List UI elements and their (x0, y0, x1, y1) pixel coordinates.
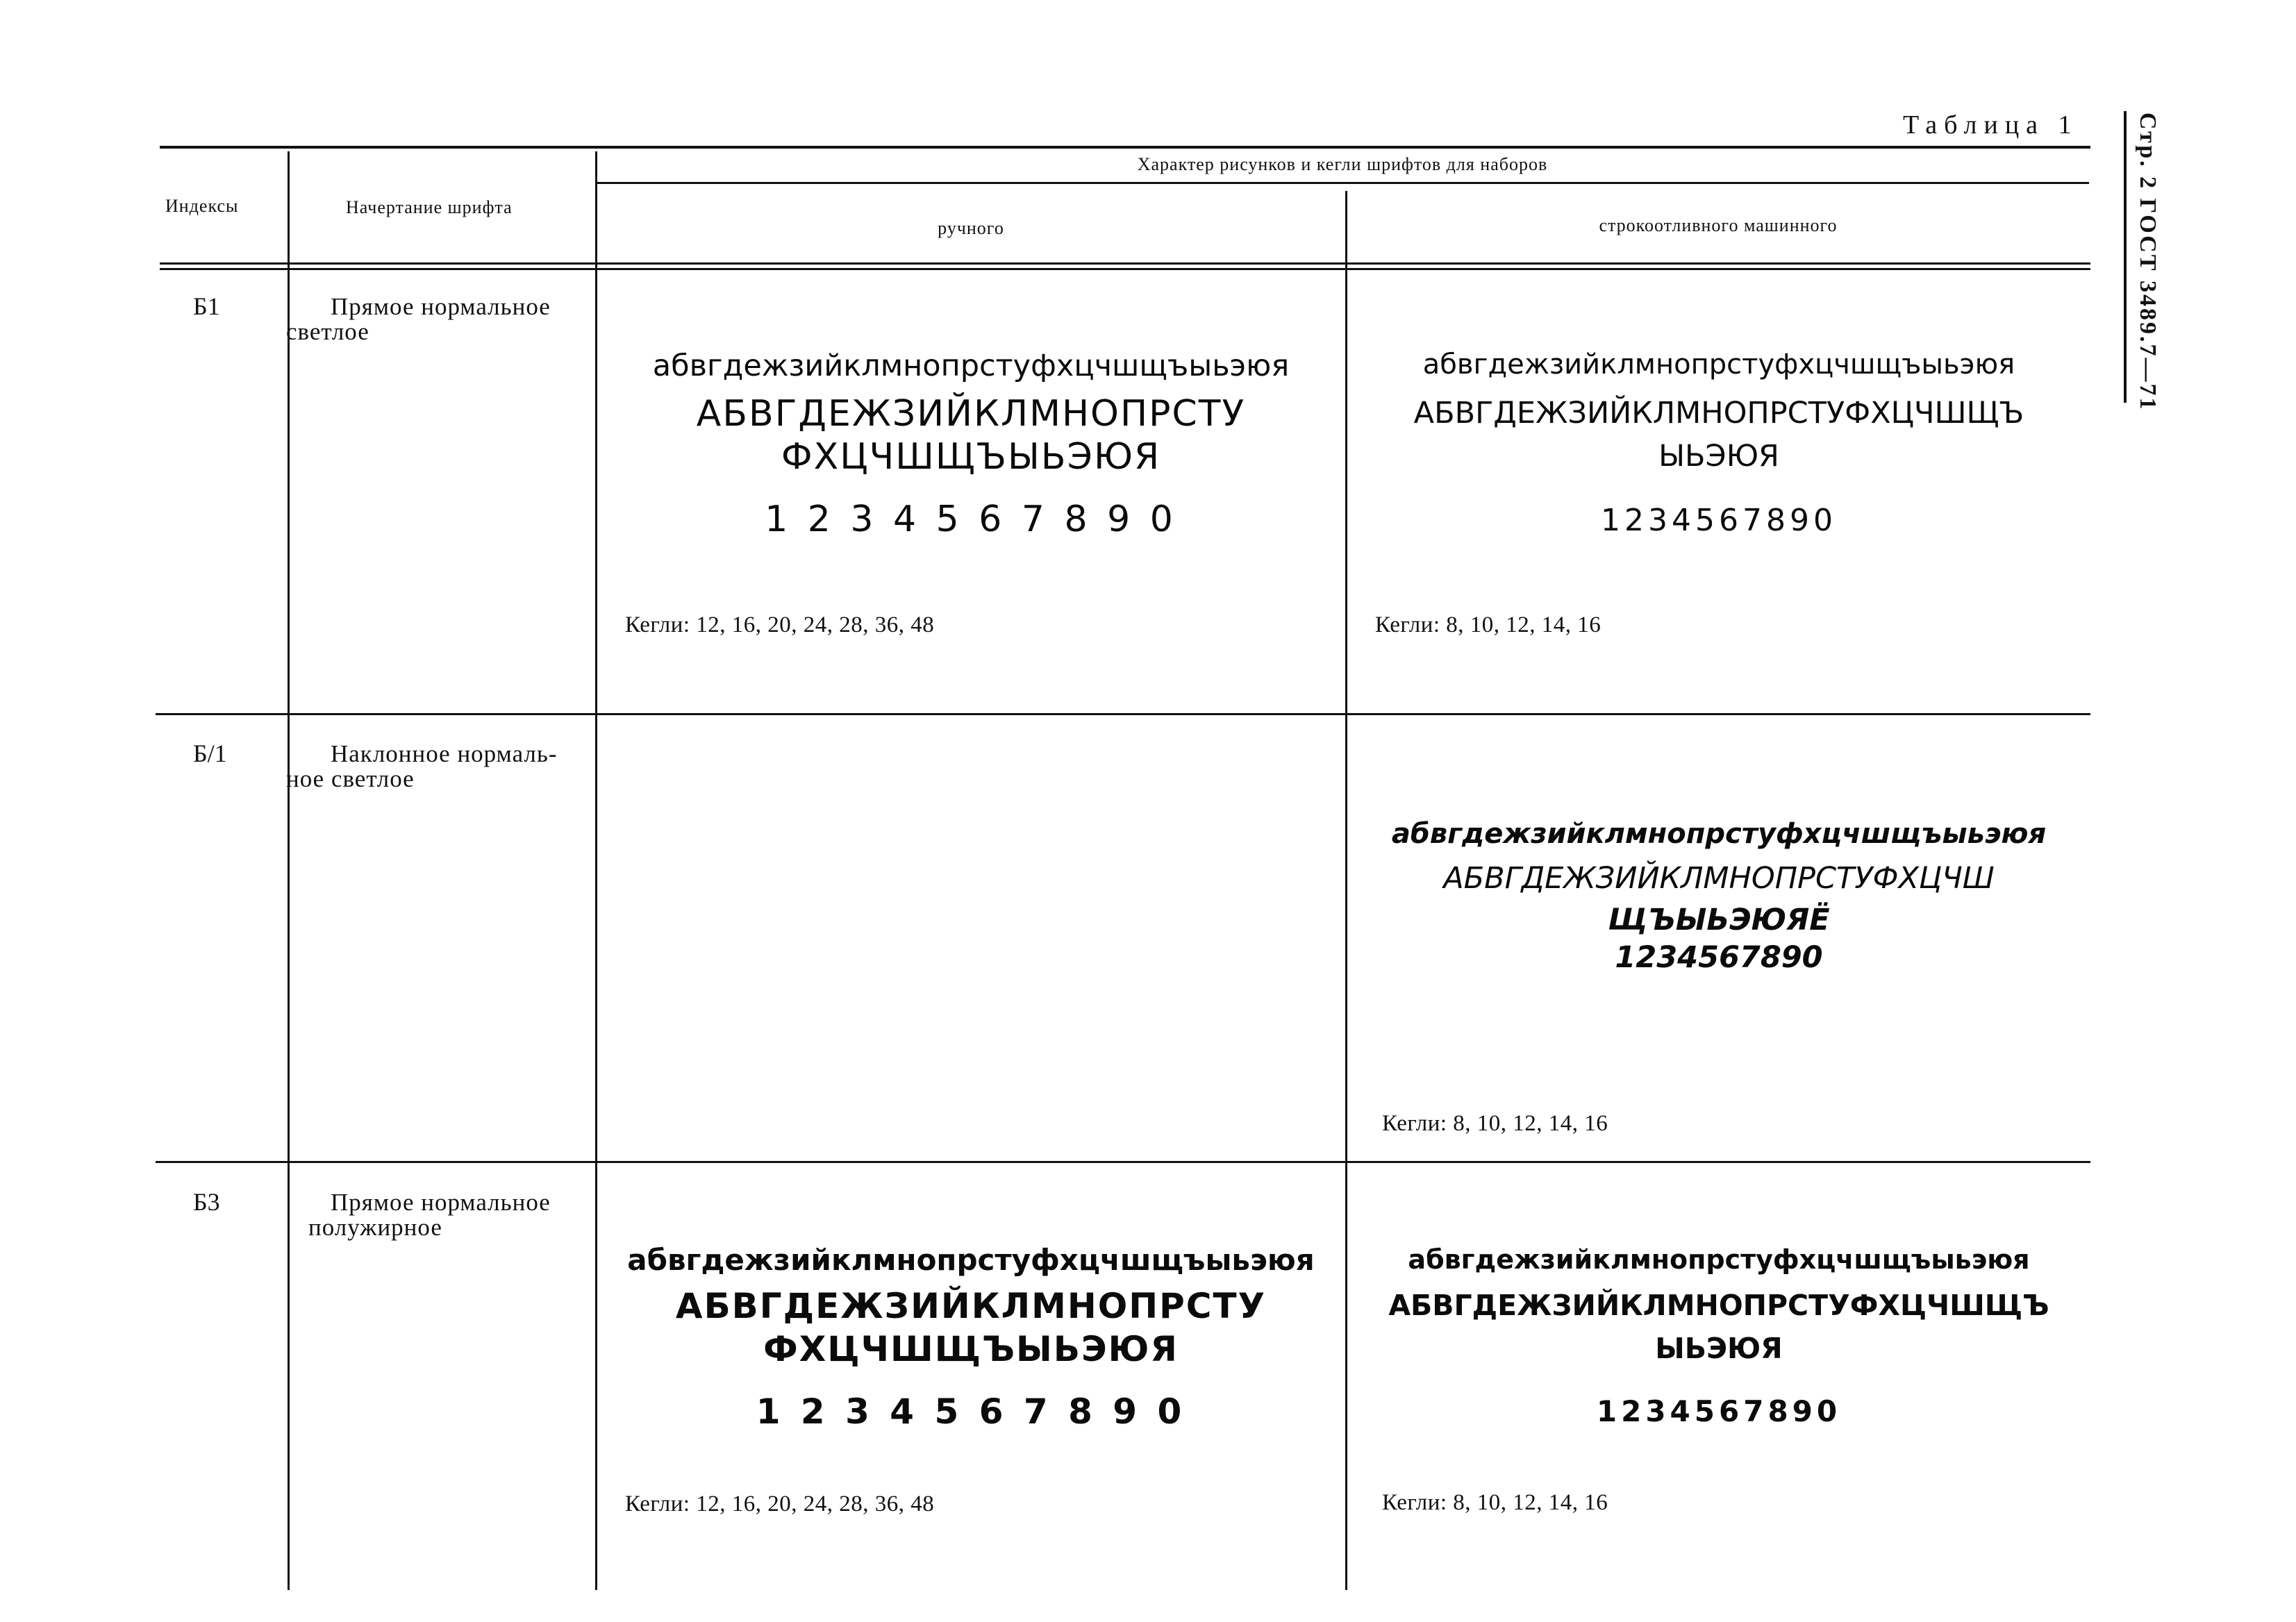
table-label: Таблица 1 (1903, 110, 2079, 140)
row-separator-1 (156, 713, 2090, 715)
sample-uppercase-line2: ФХЦЧШЩЪЫЬЭЮЯ (763, 1329, 1179, 1369)
row-index: Б3 (193, 1188, 220, 1216)
header-double-rule-1 (160, 262, 2090, 265)
typeface-name-line2: ное светлое (286, 765, 415, 792)
sample-digits: 1234567890 (1601, 503, 1837, 538)
table-top-rule (160, 146, 2090, 149)
point-sizes: Кегли: 8, 10, 12, 14, 16 (1375, 612, 1602, 637)
header-double-rule-2 (160, 268, 2090, 270)
sample-uppercase-line1: АБВГДЕЖЗИЙКЛМНОПРСТУ (675, 1286, 1267, 1326)
row-index: Б/1 (193, 739, 227, 767)
col-divider-typeface (595, 151, 597, 1590)
sample-uppercase-line1: АБВГДЕЖЗИЙКЛМНОПРСТУФХЦЧШЩЪ (1388, 1289, 2049, 1322)
sample-lowercase: абвгдежзийклмнопрстуфхцчшщъыьэюя (1422, 349, 2015, 381)
typeface-name (286, 294, 585, 344)
sample-uppercase-line1: АБВГДЕЖЗИЙКЛМНОПРСТУ (696, 393, 1246, 435)
sample-uppercase-line2: ФХЦЧШЩЪЫЬЭЮЯ (781, 436, 1161, 478)
typeface-name-line1: Прямое нормальное (331, 1189, 551, 1216)
header-typeface: Начертание шрифта (346, 197, 513, 217)
row-index: Б1 (193, 292, 220, 320)
typeface-name (286, 1190, 592, 1240)
header-machine: строкоотливного машинного (1599, 215, 1838, 235)
typeface-name-line2: полужирное (308, 1214, 442, 1241)
sample-uppercase-line2: ЫЬЭЮЯ (1658, 439, 1779, 474)
header-indexes: Индексы (165, 196, 239, 216)
group-header-rule (596, 182, 2089, 184)
sample-lowercase: абвгдежзийклмнопрстуфхцчшщъыьэюя (652, 349, 1290, 383)
point-sizes: Кегли: 8, 10, 12, 14, 16 (1382, 1490, 1608, 1515)
typeface-name-line2: светлое (286, 318, 369, 345)
row-separator-2 (156, 1161, 2090, 1163)
typeface-name-line1: Наклонное нормаль- (331, 740, 558, 767)
page-id-rule (2124, 111, 2127, 403)
sample-uppercase-line1: АБВГДЕЖЗИЙКЛМНОПРСТУФХЦЧШЩЪ (1413, 396, 2024, 430)
sample-lowercase: абвгдежзийклмнопрстуфхцчшщъыьэюя (1391, 818, 2047, 850)
sample-uppercase-line2: ЩЪЫЬЭЮЯЁ (1608, 903, 1830, 937)
col-divider-manual (1345, 191, 1347, 1590)
sample-digits: 1234567890 (1615, 940, 1823, 975)
typeface-name-line1: Прямое нормальное (331, 293, 551, 320)
point-sizes: Кегли: 12, 16, 20, 24, 28, 36, 48 (625, 612, 935, 637)
sample-digits: 1 2 3 4 5 6 7 8 9 0 (756, 1391, 1186, 1432)
typeface-name (286, 742, 592, 792)
sample-uppercase-line1: АБВГДЕЖЗИЙКЛМНОПРСТУФХЦЧШ (1443, 861, 1995, 896)
col-divider-index (288, 151, 290, 1590)
sample-lowercase: абвгдежзийклмнопрстуфхцчшщъыьэюя (627, 1243, 1315, 1277)
point-sizes: Кегли: 8, 10, 12, 14, 16 (1382, 1111, 1608, 1136)
sample-uppercase-line2: ЫЬЭЮЯ (1655, 1332, 1783, 1365)
header-group: Характер рисунков и кегли шрифтов для наборов (1137, 154, 1548, 174)
page-identifier: Стр. 2 ГОСТ 3489.7—71 (2135, 112, 2161, 412)
sample-lowercase: абвгдежзийклмнопрстуфхцчшщъыьэюя (1408, 1244, 2030, 1275)
sample-digits: 1234567890 (1596, 1394, 1842, 1428)
point-sizes: Кегли: 12, 16, 20, 24, 28, 36, 48 (625, 1491, 935, 1516)
sample-digits: 1 2 3 4 5 6 7 8 9 0 (765, 499, 1177, 540)
header-manual: ручного (938, 218, 1004, 238)
